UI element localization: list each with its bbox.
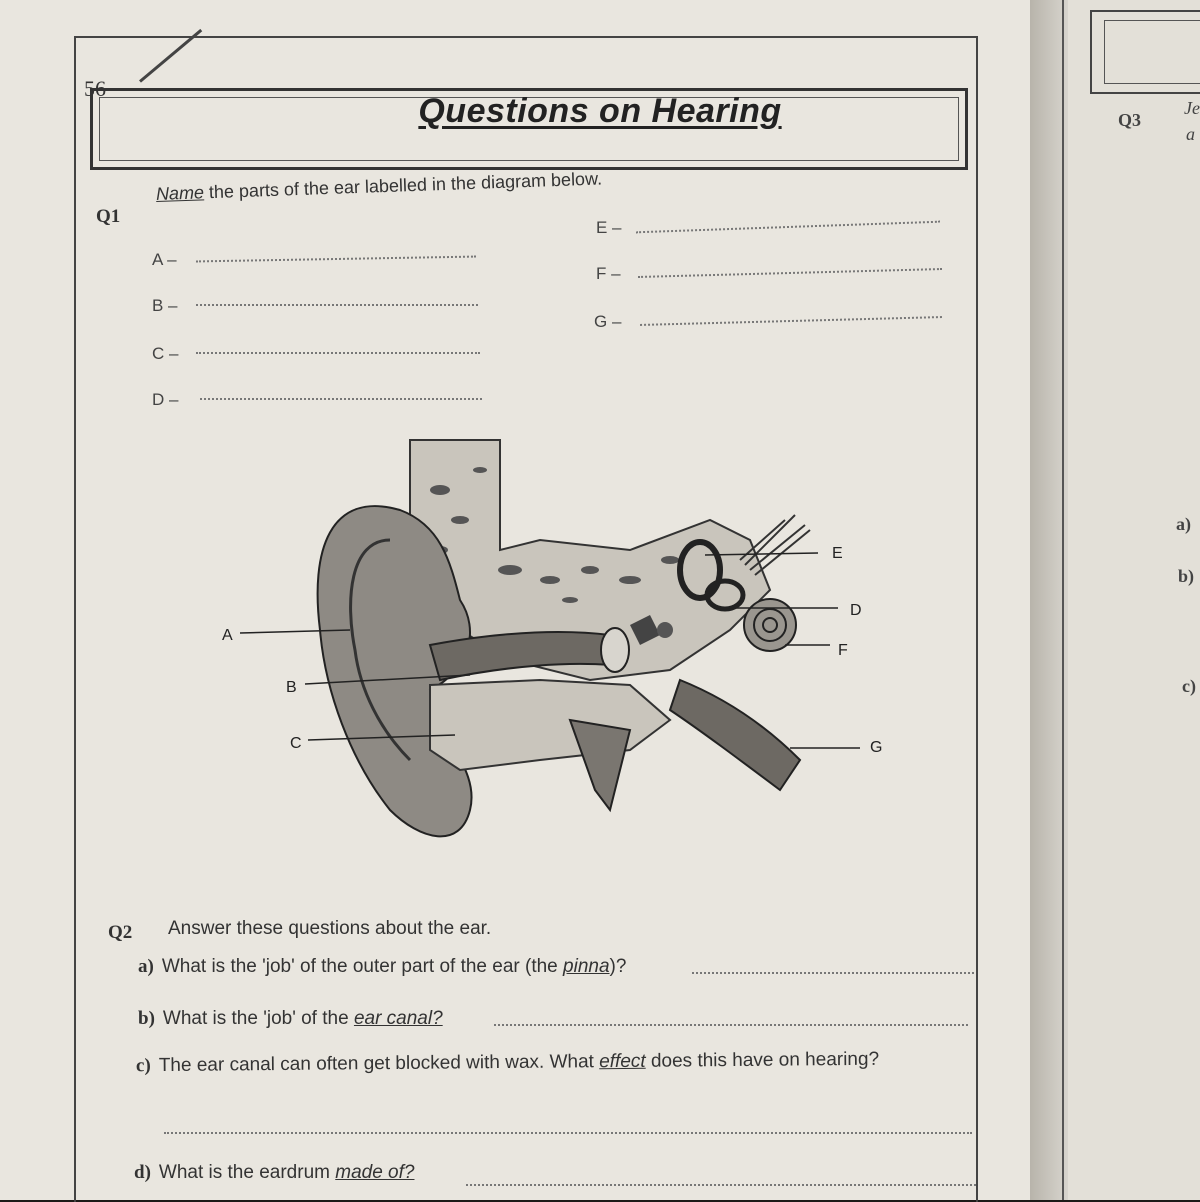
next-page-title-inner — [1104, 20, 1200, 84]
diagram-label-a: A — [222, 627, 233, 644]
answer-label-e: E – — [596, 218, 622, 237]
diagram-label-c: C — [290, 735, 302, 752]
answer-label-d: D – — [152, 390, 179, 409]
next-item-c: c) — [1182, 676, 1196, 696]
answer-label-f: F – — [596, 264, 621, 283]
cochlea — [744, 599, 796, 651]
next-item-a: a) — [1176, 514, 1191, 534]
diagram-label-g: G — [870, 739, 883, 756]
q2-b: b) What is the 'job' of the ear canal? — [138, 1008, 443, 1029]
answer-label-g: G – — [594, 312, 622, 331]
answer-line-b[interactable] — [196, 304, 478, 306]
q2-intro: Answer these questions about the ear. — [168, 918, 492, 939]
next-page — [1068, 0, 1200, 1200]
eustachian-tube — [670, 680, 800, 790]
next-item-b: b) — [1178, 566, 1195, 586]
next-q3-text: Je — [1184, 98, 1200, 118]
answer-line-c[interactable] — [196, 352, 480, 354]
next-page-border — [1062, 0, 1064, 1200]
q2-d: d) What is the eardrum made of? — [134, 1162, 415, 1183]
page-number: 56 — [84, 76, 106, 101]
answer-line-q2d[interactable] — [466, 1184, 976, 1186]
diagram-label-e: E — [832, 545, 843, 562]
q1-number: Q1 — [96, 206, 121, 227]
answer-line-d[interactable] — [200, 398, 482, 400]
page-title: Questions on Hearing — [418, 92, 782, 130]
diagram-label-f: F — [838, 642, 848, 659]
answer-line-q2b[interactable] — [494, 1024, 968, 1026]
answer-label-a: A – — [152, 250, 177, 269]
q2-a: a) What is the 'job' of the outer part of the ear (the pinna)? — [138, 956, 627, 977]
next-q3-number: Q3 — [1118, 110, 1142, 130]
next-q3-text-2: a — [1186, 124, 1195, 144]
answer-line-q2c[interactable] — [164, 1132, 972, 1134]
q1-instruction: Name the parts of the ear labelled in the diagram below. — [155, 168, 603, 204]
page-gutter — [1030, 0, 1070, 1200]
q2-number: Q2 — [108, 922, 133, 943]
answer-label-c: C – — [152, 344, 179, 363]
answer-label-b: B – — [152, 296, 178, 315]
answer-line-q2a[interactable] — [692, 972, 974, 974]
diagram-label-b: B — [286, 679, 297, 696]
jaw-bone — [430, 680, 670, 770]
diagram-label-d: D — [850, 602, 862, 619]
ear-diagram — [210, 430, 910, 880]
q2-c: c) The ear canal can often get blocked with wax. What effect does this have on hearing? — [135, 1048, 880, 1077]
